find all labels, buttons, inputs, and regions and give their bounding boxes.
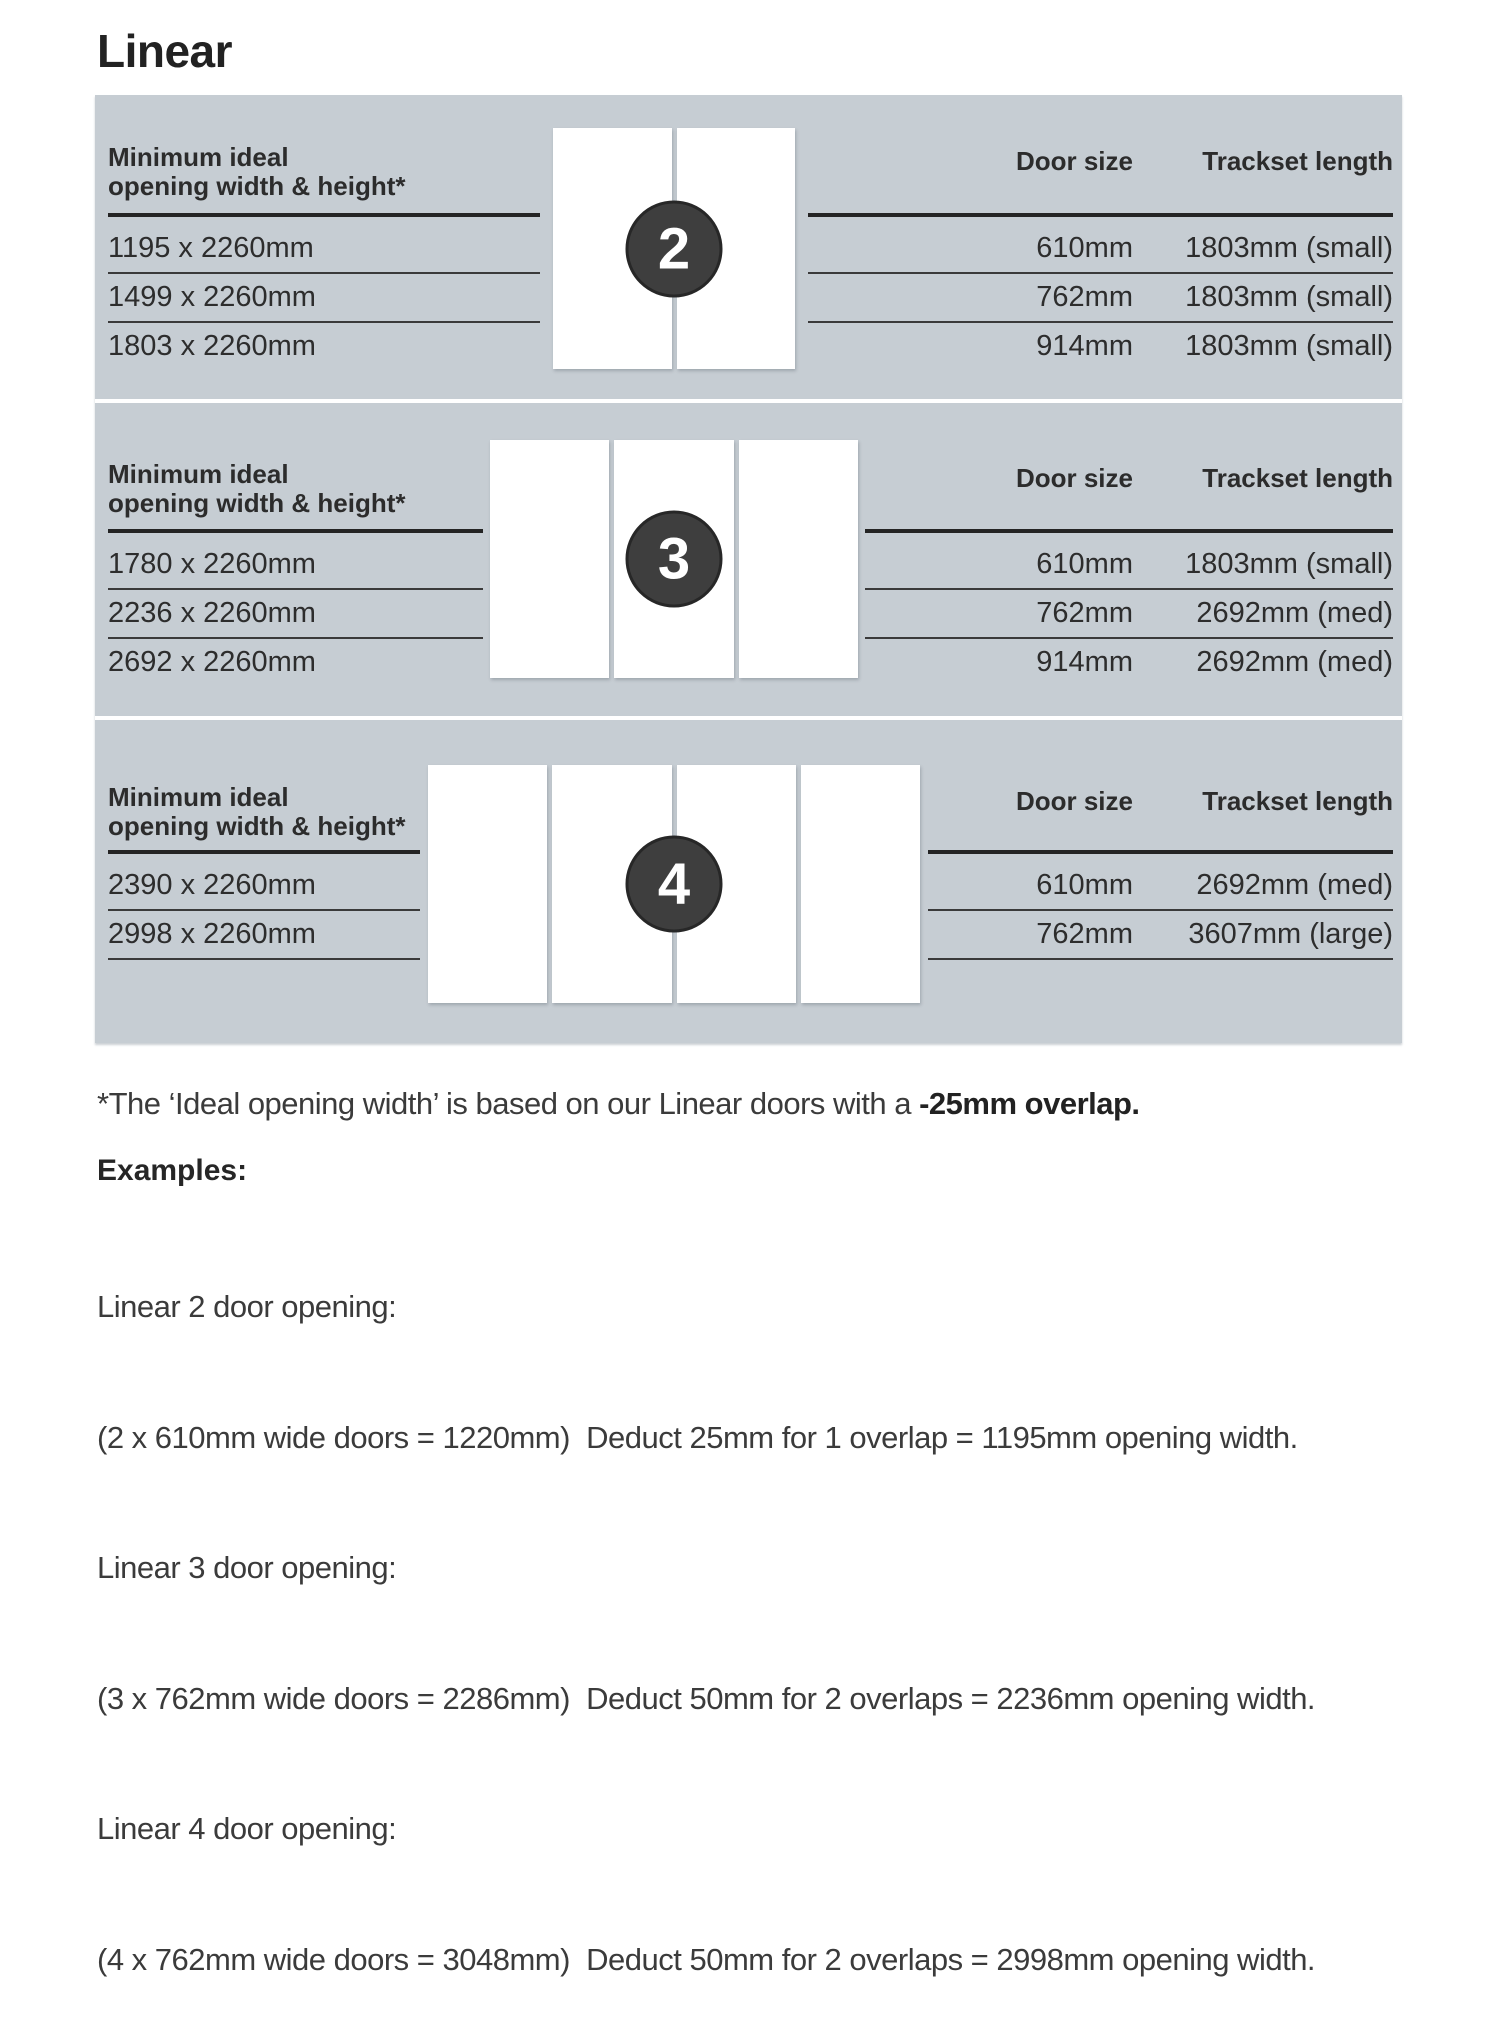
door-size-header: Door size	[1015, 146, 1133, 176]
opening-column-header	[108, 143, 540, 213]
opening-size-cell: 2390 x 2260mm	[108, 862, 420, 911]
opening-column-header	[108, 783, 420, 850]
door-count-badge: 2	[626, 200, 723, 297]
header-rule	[928, 850, 1393, 854]
opening-rows	[108, 541, 483, 686]
trackset-length-cell: 1803mm (small)	[1185, 232, 1393, 264]
door-size-cell: 610mm	[1036, 232, 1133, 264]
opening-header-line1: Minimum ideal	[108, 782, 289, 812]
trackset-length-cell: 2692mm (med)	[1196, 597, 1393, 629]
size-table-row	[865, 541, 1393, 590]
header-rule	[108, 529, 483, 533]
opening-size-cell: 1780 x 2260mm	[108, 541, 483, 590]
spec-panel	[95, 95, 1402, 1043]
door-panel	[490, 440, 609, 678]
trackset-length-header: Trackset length	[1202, 786, 1393, 816]
footnote-bold-text: -25mm overlap.	[919, 1086, 1140, 1121]
door-diagram-4-panels	[428, 765, 920, 1003]
size-table	[808, 146, 1393, 370]
size-table-row	[808, 274, 1393, 323]
trackset-length-cell: 3607mm (large)	[1188, 918, 1393, 950]
opening-header-line1: Minimum ideal	[108, 142, 289, 172]
door-panel	[428, 765, 547, 1003]
example-line: (2 x 610mm wide doors = 1220mm) Deduct 25mm for 1 overlap = 1195mm opening width.	[97, 1419, 1298, 1455]
example-line: Linear 2 door opening:	[97, 1289, 397, 1324]
size-table-row	[808, 225, 1393, 274]
door-size-cell: 762mm	[1036, 918, 1133, 950]
opening-rows	[108, 862, 420, 960]
size-table	[865, 463, 1393, 686]
opening-rows	[108, 225, 540, 370]
door-size-header: Door size	[1015, 463, 1133, 493]
door-size-cell: 610mm	[1036, 869, 1133, 901]
example-line: Linear 3 door opening:	[97, 1550, 397, 1585]
door-size-header: Door size	[1015, 786, 1133, 816]
size-table	[928, 786, 1393, 960]
examples-heading: Examples:	[97, 1154, 248, 1187]
opening-size-cell: 1803 x 2260mm	[108, 330, 316, 362]
door-size-cell: 762mm	[1036, 597, 1133, 629]
opening-header-line1: Minimum ideal	[108, 459, 289, 489]
door-panel	[801, 765, 920, 1003]
opening-header-line2: opening width & height*	[108, 488, 406, 518]
size-table-header	[865, 463, 1393, 529]
trackset-length-header: Trackset length	[1202, 146, 1393, 176]
opening-spec-column	[108, 143, 540, 370]
opening-header-line2: opening width & height*	[108, 811, 406, 841]
door-size-cell: 914mm	[1036, 646, 1133, 678]
header-rule	[108, 850, 420, 854]
size-table-rows	[808, 225, 1393, 370]
trackset-length-cell: 1803mm (small)	[1185, 548, 1393, 580]
door-diagram-2-panels	[553, 128, 795, 369]
size-table-row	[928, 862, 1393, 911]
opening-spec-column	[108, 783, 420, 960]
section-linear-4-door	[95, 720, 1402, 1043]
example-line: (3 x 762mm wide doors = 2286mm) Deduct 50mm for 2 overlaps = 2236mm opening width.	[97, 1680, 1316, 1716]
opening-column-header	[108, 460, 483, 529]
size-table-row	[928, 911, 1393, 960]
size-table-row	[808, 323, 1393, 370]
trackset-length-cell: 2692mm (med)	[1196, 869, 1393, 901]
door-panel	[739, 440, 858, 678]
size-table-header	[928, 786, 1393, 850]
section-linear-3-door	[95, 403, 1402, 716]
footnote-text: *The ‘Ideal opening width’ is based on our Linear doors with a	[97, 1086, 920, 1121]
opening-header-line2: opening width & height*	[108, 171, 406, 201]
opening-size-cell: 2236 x 2260mm	[108, 590, 483, 639]
examples-block	[97, 1198, 1315, 2025]
size-table-header	[808, 146, 1393, 213]
size-table-row	[865, 590, 1393, 639]
door-count-badge: 4	[626, 836, 723, 933]
trackset-length-cell: 2692mm (med)	[1196, 646, 1393, 678]
opening-size-cell: 2998 x 2260mm	[108, 911, 420, 960]
opening-size-cell: 2692 x 2260mm	[108, 646, 316, 678]
page-title: Linear	[97, 25, 233, 77]
opening-size-cell: 1195 x 2260mm	[108, 225, 540, 274]
trackset-length-cell: 1803mm (small)	[1185, 330, 1393, 362]
header-rule	[808, 213, 1393, 217]
door-size-cell: 914mm	[1036, 330, 1133, 362]
opening-spec-column	[108, 460, 483, 686]
header-rule	[865, 529, 1393, 533]
size-table-rows	[865, 541, 1393, 686]
example-line: (4 x 762mm wide doors = 3048mm) Deduct 50mm for 2 overlaps = 2998mm opening width.	[97, 1941, 1316, 1977]
header-rule	[108, 213, 540, 217]
opening-size-cell: 1499 x 2260mm	[108, 274, 540, 323]
footnote	[97, 1086, 1140, 1122]
door-count-badge: 3	[626, 511, 723, 608]
size-table-row	[865, 639, 1393, 686]
trackset-length-cell: 1803mm (small)	[1185, 281, 1393, 313]
door-size-cell: 610mm	[1036, 548, 1133, 580]
door-size-cell: 762mm	[1036, 281, 1133, 313]
door-diagram-3-panels	[490, 440, 858, 678]
example-line: Linear 4 door opening:	[97, 1811, 397, 1846]
section-linear-2-door	[95, 95, 1402, 399]
size-table-rows	[928, 862, 1393, 960]
trackset-length-header: Trackset length	[1202, 463, 1393, 493]
